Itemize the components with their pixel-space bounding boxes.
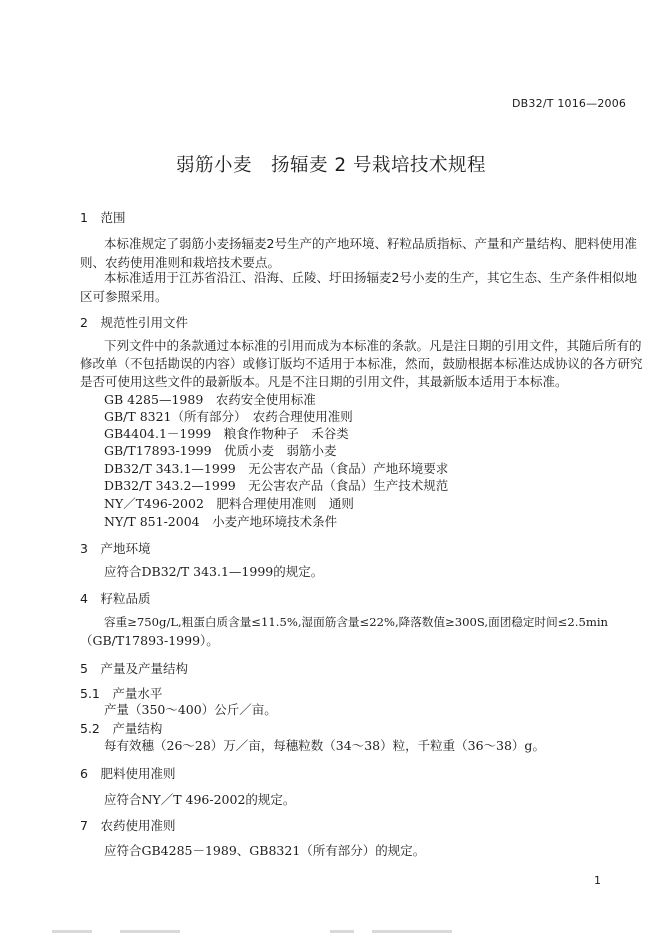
- section-3-heading: 3 产地环境: [80, 541, 151, 556]
- page-number: 1: [594, 874, 601, 887]
- reference-item: GB/T 8321（所有部分） 农药合理使用准则: [104, 409, 353, 424]
- section-2-intro-line-3: 是否可使用这些文件的最新版本。凡是不注日期的引用文件，其最新版本适用于本标准。: [80, 374, 568, 389]
- section-5-heading: 5 产量及产量结构: [80, 661, 188, 676]
- reference-item: GB/T17893-1999 优质小麦 弱筋小麦: [104, 443, 337, 458]
- section-5-1-text: 产量（350～400）公斤／亩。: [104, 702, 277, 717]
- section-3-text: 应符合DB32/T 343.1—1999的规定。: [104, 564, 324, 579]
- section-2-intro-line-1: 下列文件中的条款通过本标准的引用而成为本标准的条款。凡是注日期的引用文件，其随后所有的: [104, 338, 642, 353]
- section-1-para-2-line-1: 本标准适用于江苏省沿江、沿海、丘陵、圩田扬辐麦2号小麦的生产，其它生态、生产条件相似地: [104, 270, 637, 285]
- document-number: DB32/T 1016—2006: [512, 97, 627, 110]
- section-5-2-heading: 5.2 产量结构: [80, 721, 163, 736]
- reference-item: GB4404.1－1999 粮食作物种子 禾谷类: [104, 426, 349, 441]
- section-1-heading: 1 范围: [80, 210, 126, 225]
- section-2-intro-line-2: 修改单（不包括勘误的内容）或修订版均不适用于本标准，然而，鼓励根据本标准达成协议的各方研究: [80, 356, 643, 371]
- section-1-para-1-line-1: 本标准规定了弱筋小麦扬辐麦2号生产的产地环境、籽粒品质指标、产量和产量结构、肥料使用准: [104, 236, 637, 251]
- scan-edge-marks: [0, 928, 662, 936]
- section-2-heading: 2 规范性引用文件: [80, 315, 188, 330]
- section-6-text: 应符合NY／T 496-2002的规定。: [104, 792, 296, 807]
- section-4-heading: 4 籽粒品质: [80, 591, 151, 606]
- section-1-para-1-line-2: 则、农药使用准则和栽培技术要点。: [80, 255, 281, 270]
- section-5-1-heading: 5.1 产量水平: [80, 686, 163, 701]
- reference-item: DB32/T 343.2—1999 无公害农产品（食品）生产技术规范: [104, 478, 449, 493]
- reference-item: NY/T 851-2004 小麦产地环境技术条件: [104, 514, 338, 529]
- document-title: 弱筋小麦 扬辐麦 2 号栽培技术规程: [175, 155, 487, 176]
- reference-item: GB 4285—1989 农药安全使用标准: [104, 392, 316, 407]
- section-4-line-2: （GB/T17893-1999）。: [80, 633, 219, 648]
- reference-item: DB32/T 343.1—1999 无公害农产品（食品）产地环境要求: [104, 461, 449, 476]
- reference-item: NY／T496-2002 肥料合理使用准则 通则: [104, 496, 354, 511]
- section-7-text: 应符合GB4285－1989、GB8321（所有部分）的规定。: [104, 843, 426, 858]
- section-4-line-1: 容重≥750g/L,粗蛋白质含量≤11.5%,湿面筋含量≤22%,降落数值≥300S,面团稳定时间≤2.5min: [104, 615, 608, 629]
- section-6-heading: 6 肥料使用准则: [80, 766, 176, 781]
- section-7-heading: 7 农药使用准则: [80, 818, 176, 833]
- section-1-para-2-line-2: 区可参照采用。: [80, 289, 168, 304]
- section-5-2-text: 每有效穗（26～28）万／亩，每穗粒数（34～38）粒，千粒重（36～38）g。: [104, 738, 545, 753]
